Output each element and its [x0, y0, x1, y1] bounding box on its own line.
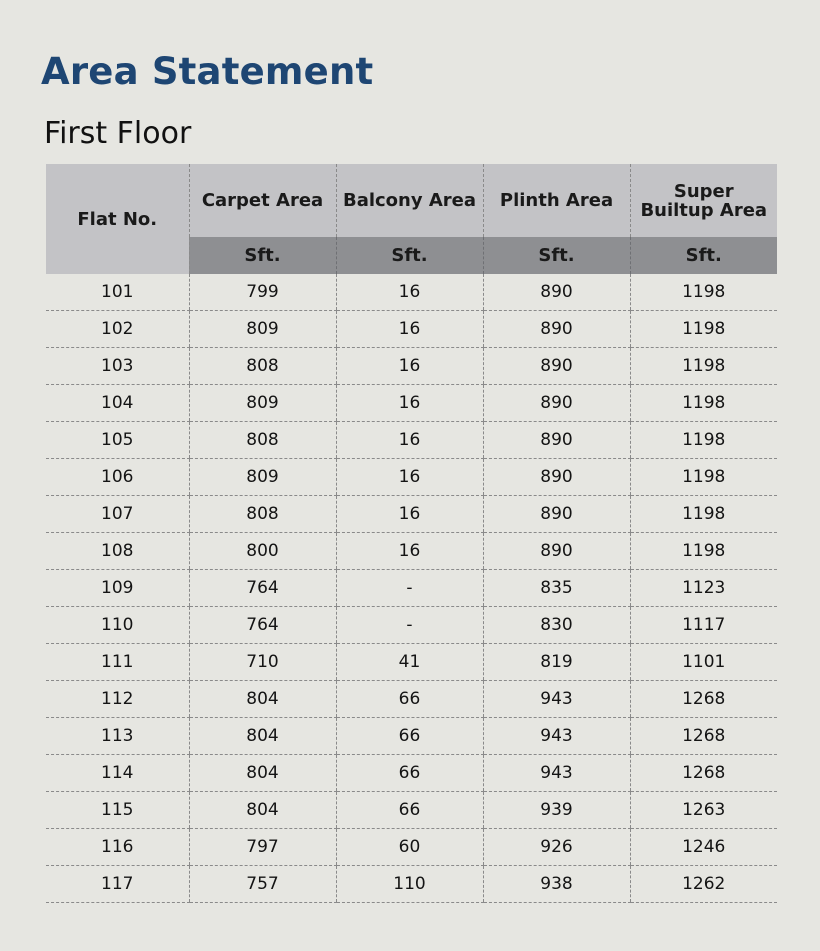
balcony-area-cell: 66 — [336, 755, 483, 792]
super-builtup-area-cell: 1198 — [630, 311, 777, 348]
super-builtup-area-cell: 1268 — [630, 718, 777, 755]
carpet-area-cell: 804 — [189, 718, 336, 755]
balcony-area-cell: 16 — [336, 274, 483, 311]
carpet-area-cell: 764 — [189, 570, 336, 607]
carpet-area-cell: 804 — [189, 681, 336, 718]
balcony-area-cell: 16 — [336, 348, 483, 385]
balcony-area-cell: 16 — [336, 422, 483, 459]
flat-no-cell: 112 — [46, 681, 189, 718]
table-header — [46, 164, 777, 274]
plinth-area-cell: 943 — [483, 681, 630, 718]
balcony-area-cell: 66 — [336, 681, 483, 718]
header-plinth-area: Plinth Area — [483, 164, 630, 237]
header-balcony-area: Balcony Area — [336, 164, 483, 237]
balcony-area-cell: 16 — [336, 385, 483, 422]
flat-no-cell: 116 — [46, 829, 189, 866]
table-row — [46, 718, 777, 755]
super-builtup-area-cell: 1198 — [630, 533, 777, 570]
balcony-area-cell: 16 — [336, 311, 483, 348]
plinth-area-cell: 890 — [483, 422, 630, 459]
flat-no-cell: 114 — [46, 755, 189, 792]
flat-no-cell: 106 — [46, 459, 189, 496]
carpet-area-cell: 797 — [189, 829, 336, 866]
carpet-area-cell: 799 — [189, 274, 336, 311]
carpet-area-cell: 764 — [189, 607, 336, 644]
header-carpet-area: Carpet Area — [189, 164, 336, 237]
table-row — [46, 348, 777, 385]
plinth-area-cell: 890 — [483, 348, 630, 385]
balcony-area-cell: - — [336, 607, 483, 644]
table-row — [46, 792, 777, 829]
super-builtup-area-cell: 1262 — [630, 866, 777, 903]
flat-no-cell: 111 — [46, 644, 189, 681]
super-builtup-area-cell: 1198 — [630, 459, 777, 496]
table-row — [46, 385, 777, 422]
super-builtup-area-cell: 1101 — [630, 644, 777, 681]
carpet-area-cell: 809 — [189, 311, 336, 348]
plinth-area-cell: 835 — [483, 570, 630, 607]
flat-no-cell: 101 — [46, 274, 189, 311]
unit-balcony: Sft. — [336, 237, 483, 274]
flat-no-cell: 110 — [46, 607, 189, 644]
super-builtup-area-cell: 1263 — [630, 792, 777, 829]
plinth-area-cell: 926 — [483, 829, 630, 866]
carpet-area-cell: 809 — [189, 459, 336, 496]
flat-no-cell: 103 — [46, 348, 189, 385]
table-body — [46, 274, 777, 903]
table-row — [46, 496, 777, 533]
table-row — [46, 644, 777, 681]
table-row — [46, 755, 777, 792]
carpet-area-cell: 804 — [189, 792, 336, 829]
table-row — [46, 829, 777, 866]
super-builtup-area-cell: 1268 — [630, 681, 777, 718]
balcony-area-cell: 60 — [336, 829, 483, 866]
plinth-area-cell: 830 — [483, 607, 630, 644]
unit-super-builtup: Sft. — [630, 237, 777, 274]
carpet-area-cell: 800 — [189, 533, 336, 570]
carpet-area-cell: 804 — [189, 755, 336, 792]
carpet-area-cell: 710 — [189, 644, 336, 681]
super-builtup-area-cell: 1198 — [630, 422, 777, 459]
flat-no-cell: 115 — [46, 792, 189, 829]
table-row — [46, 311, 777, 348]
plinth-area-cell: 890 — [483, 496, 630, 533]
table-row — [46, 274, 777, 311]
header-flat-no: Flat No. — [46, 164, 189, 274]
balcony-area-cell: 66 — [336, 718, 483, 755]
balcony-area-cell: 66 — [336, 792, 483, 829]
plinth-area-cell: 939 — [483, 792, 630, 829]
unit-plinth: Sft. — [483, 237, 630, 274]
plinth-area-cell: 890 — [483, 459, 630, 496]
area-table — [46, 164, 777, 903]
header-super-builtup-area: Super Builtup Area — [630, 164, 777, 237]
table-row — [46, 681, 777, 718]
floor-heading: First Floor — [44, 116, 192, 151]
super-builtup-area-cell: 1123 — [630, 570, 777, 607]
balcony-area-cell: 16 — [336, 496, 483, 533]
plinth-area-cell: 890 — [483, 311, 630, 348]
flat-no-cell: 113 — [46, 718, 189, 755]
flat-no-cell: 105 — [46, 422, 189, 459]
carpet-area-cell: 809 — [189, 385, 336, 422]
page-title: Area Statement — [41, 50, 374, 93]
flat-no-cell: 102 — [46, 311, 189, 348]
plinth-area-cell: 890 — [483, 385, 630, 422]
plinth-area-cell: 943 — [483, 755, 630, 792]
carpet-area-cell: 808 — [189, 422, 336, 459]
table-row — [46, 607, 777, 644]
balcony-area-cell: - — [336, 570, 483, 607]
super-builtup-area-cell: 1268 — [630, 755, 777, 792]
super-builtup-area-cell: 1198 — [630, 274, 777, 311]
table-row — [46, 866, 777, 903]
balcony-area-cell: 16 — [336, 533, 483, 570]
balcony-area-cell: 110 — [336, 866, 483, 903]
super-builtup-area-cell: 1198 — [630, 496, 777, 533]
flat-no-cell: 117 — [46, 866, 189, 903]
table-row — [46, 533, 777, 570]
table-row — [46, 459, 777, 496]
unit-carpet: Sft. — [189, 237, 336, 274]
balcony-area-cell: 41 — [336, 644, 483, 681]
flat-no-cell: 108 — [46, 533, 189, 570]
table-row — [46, 570, 777, 607]
super-builtup-area-cell: 1198 — [630, 348, 777, 385]
carpet-area-cell: 757 — [189, 866, 336, 903]
flat-no-cell: 107 — [46, 496, 189, 533]
super-builtup-area-cell: 1117 — [630, 607, 777, 644]
carpet-area-cell: 808 — [189, 496, 336, 533]
plinth-area-cell: 890 — [483, 274, 630, 311]
plinth-area-cell: 819 — [483, 644, 630, 681]
plinth-area-cell: 943 — [483, 718, 630, 755]
carpet-area-cell: 808 — [189, 348, 336, 385]
flat-no-cell: 109 — [46, 570, 189, 607]
super-builtup-area-cell: 1246 — [630, 829, 777, 866]
table-row — [46, 422, 777, 459]
flat-no-cell: 104 — [46, 385, 189, 422]
plinth-area-cell: 890 — [483, 533, 630, 570]
super-builtup-area-cell: 1198 — [630, 385, 777, 422]
balcony-area-cell: 16 — [336, 459, 483, 496]
plinth-area-cell: 938 — [483, 866, 630, 903]
